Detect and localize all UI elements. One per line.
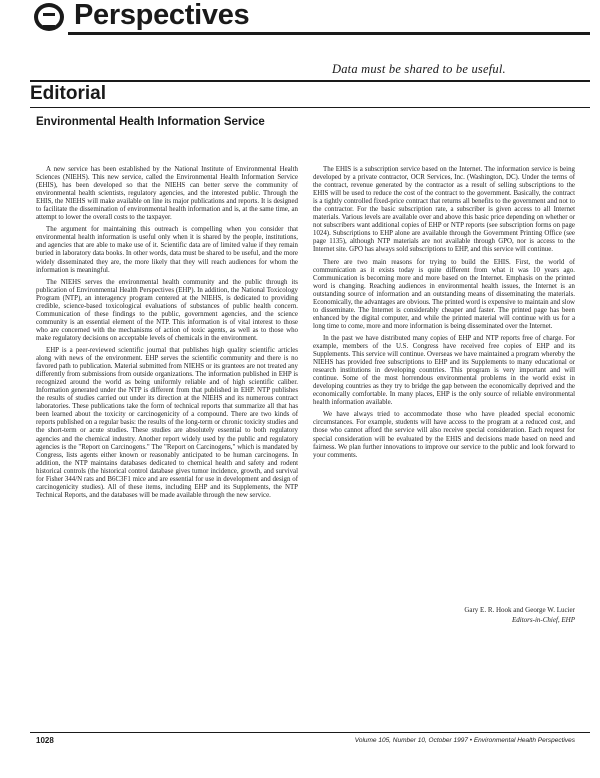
banner-title: Perspectives [74, 0, 250, 31]
article-paragraph: We have always tried to accommodate those who have pleaded special economic circumstances. For example, students will have access to the program at a reduced cost, and those who cannot afford the service will also receive special consideration. Each request for special consideration will be evaluated by the EHIS and decisions made based on need and fairness. We plan further innovations to improve our service to the public and look forward to your comments. [313, 411, 575, 459]
section-top-rule [30, 80, 590, 82]
section-bottom-rule [30, 107, 590, 108]
article-paragraph: EHP is a peer-reviewed scientific journal that publishes high quality scientific articles along with news of the environment. EHP serves the scientific community and there is no favored path to publication. Material submitted from NIEHS or its grantees are not treated any differently from submissions from outside organizations. The information published in EHP is recognized around the world as being uniformly reliable and of high scientific caliber. Information generated under the NTP is different from that published in EHP. NTP publishes the results of studies carried out under its direction at the NIEHS and its numerous contract laboratories. These publications take the form of technical reports that summarize all that has been learned about the toxicity or carcinogenicity of a compound. There are two kinds of reports published on a regular basis: the results of the long-term or chronic toxicity studies and the short-term or acute studies. These studies are absolutely essential to both regulatory agencies and the chemical industry. Another report widely used by the public and regulatory agencies is the "Report on Carcinogens." The "Report on Carcinogens," which is mandated by Congress, lists agents either known or reasonably anticipated to be human carcinogens. In addition, the NTP maintains databases dedicated to chemical health and safety and rodent historical controls (the historical control database gives tumor incidence, growth, and survival for Fisher 344/N rats and B6C3F1 mice and are essential for use in development and design of carcinogenicity studies). All of these items, including EHP and its Supplements, the NTP Technical Reports, and the databases will be made available through the new service. [36, 346, 298, 499]
banner-rule [68, 32, 590, 35]
article-paragraph: The argument for maintaining this outreach is compelling when you consider that environmental health information is useful only when it is shared by the people, institutions, and agencies that are able to make use of it. Scientific data are of limited value if they remain buried in laboratory data books. In other words, data must be shared to be useful, and the more widely disseminated they are, the more likely that they will reach audiences for whom the information is meaningful. [36, 226, 298, 274]
article-paragraph: The EHIS is a subscription service based on the Internet. The information service is being developed by a private contractor, OCR Services, Inc. (Washington, DC). Under the terms of the contract, revenue generated by the contractor as a result of selling subscriptions to the EHIS will be used to reduce the cost of the contract to the government. Basically, the contract is a tightly controlled fixed-price contract that returns all benefits to the government and not to the contractor. For the basic subscription rate, a subscriber is given access to all Internet materials. Various levels are available over and above this basic price depending on whether or not subscribers want additional copies of EHP or NTP reports (see subscription forms on page 1024). Subscriptions to EHP alone are available through the Government Printing Office (see page 1135), although NTP materials are not available through GPO, nor is access to the Internet site. GPO has always sold subscriptions to EHP, and this service will continue. [313, 166, 575, 254]
ehp-logo-icon [34, 3, 64, 31]
stamp-note: Data must be shared to be useful. [332, 62, 506, 76]
article-paragraph: A new service has been established by the National Institute of Environmental Health Sciences (NIEHS). This new service, called the Environmental Health Information Service (EHIS), has been developed so that the NIEHS can better serve the community of environmental health scientists, regulatory agencies, and the interested public. Through the EHIS, the NIEHS will make available on line its major publications and reports. It is designed to facilitate the dissemination of environmental health information and is, at the same time, an attempt to lower the overall costs to the taxpayer. [36, 166, 298, 222]
article-column-left [36, 166, 298, 500]
article-paragraph: There are two main reasons for trying to build the EHIS. First, the world of communication as it exists today is quite different from what it was 10 years ago. Communication is becoming more and more based on the Internet. Emphasis on the printed word is changing. Reaching audiences in environmental health issues, the Internet is an outstanding source of information and an outstanding means of disseminating the materials. Economically, the advantages are obvious. The printed word is expensive to maintain and slow to disseminate. The Internet is considerably cheaper and faster. The printed page has been enhanced by the digital computer, and while the printed material will continue with us for a long time to come, more and more information is being disseminated over the Internet. [313, 258, 575, 330]
journal-citation: Volume 105, Number 10, October 1997 • Environmental Health Perspectives [354, 737, 575, 744]
section-label: Editorial [30, 83, 107, 104]
signature-title: Editors-in-Chief, EHP [512, 616, 575, 624]
page-number: 1028 [36, 736, 54, 745]
article-paragraph: In the past we have distributed many copies of EHP and NTP reports free of charge. For example, members of the U.S. Congress have received free copies of EHP and its Supplements. This service will continue. Overseas we have maintained a program whereby the NIEHS has provided free subscriptions to EHP and its Supplements to many educational or research institutions in developing countries. This program is very important and will continue. Some of the most horrendous environmental problems in the world exist in developing countries as they try to bridge the gap between the economically deprived and the economically comfortable. In many places, EHP is the only source of reliable environmental health information available. [313, 334, 575, 407]
signature-names: Gary E. R. Hook and George W. Lucier [464, 606, 575, 614]
article-paragraph: The NIEHS serves the environmental health community and the public through its publication of Environmental Health Perspectives (EHP). In addition, the National Toxicology Program (NTP), an interagency program centered at the NIEHS, is dedicated to providing credible, science-based toxicological evaluations of substances of public health concern. Communication of these findings to the public, government agencies, and the science community is an essential element of the NTP. This information is of vital interest to those who are concerned with the mechanisms of action of toxic agents, as well as to those who make regulatory decisions on acceptable levels of chemicals in the environment. [36, 278, 298, 342]
article-column-right [313, 166, 575, 460]
journal-banner [30, 0, 590, 35]
footer-rule [30, 732, 590, 733]
article-headline: Environmental Health Information Service [36, 116, 265, 128]
